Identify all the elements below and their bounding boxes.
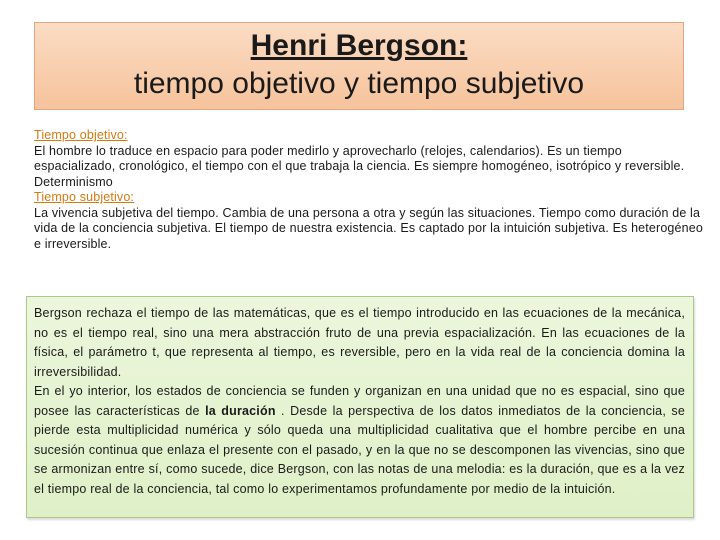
duration-term: la duración	[205, 403, 276, 418]
subjective-text: La vivencia subjetiva del tiempo. Cambia de una persona a otra y según las situaciones. Tiempo como duración de la vida de la conciencia subjetiva. El tiempo de nuestra existencia. Es captado por la intuición subjetiva. Es heterogéneo e irreversible.	[34, 205, 703, 251]
bergson-explanation-box	[26, 296, 694, 518]
paragraph-2-start: En el yo interior, los estados de conciencia se funden y organizan en una unidad que no es espacial, sino que posee las características de	[34, 384, 685, 418]
objective-text: El hombre lo traduce en espacio para poder medirlo y aprovecharlo (relojes, calendarios). Es un tiempo espacializado, cronológico, el tiempo con el que trabaja la ciencia. Es siempre homogéneo, isotrópico y reversible. Determinismo	[34, 143, 685, 189]
page-title: Henri Bergson:	[250, 29, 468, 62]
page-subtitle: tiempo objetivo y tiempo subjetivo	[133, 67, 585, 100]
explanation-paragraph-2	[34, 382, 685, 499]
subjective-heading: Tiempo subjetivo:	[34, 190, 135, 204]
explanation-paragraph-1: Bergson rechaza el tiempo de las matemáticas, que es el tiempo introducido en las ecuaciones de la mecánica, no es el tiempo real, sino una mera abstracción fruto de una previa espacialización. En las ecuaciones de la física, el parámetro t, que representa al tiempo, es reversible, pero en la vida real de la conciencia domina la irreversibilidad.	[34, 306, 685, 379]
title-box	[34, 22, 684, 110]
objective-heading: Tiempo objetivo:	[34, 128, 128, 142]
paragraph-2-end: . Desde la perspectiva de los datos inmediatos de la conciencia, se pierde esta multiplicidad numérica y sólo queda una multiplicidad cualitativa que el hombre percibe en una sucesión continua que enlaza el presente con el pasado, y en la que no se descomponen las vivencias, sino que se armonizan entre sí, como sucede, dice Bergson, con las notas de una melodia: es la duración, que es a la vez el tiempo real de la conciencia, tal como lo experimentamos profundamente por medio de la intuición.	[34, 403, 685, 496]
definitions-section	[34, 128, 706, 252]
